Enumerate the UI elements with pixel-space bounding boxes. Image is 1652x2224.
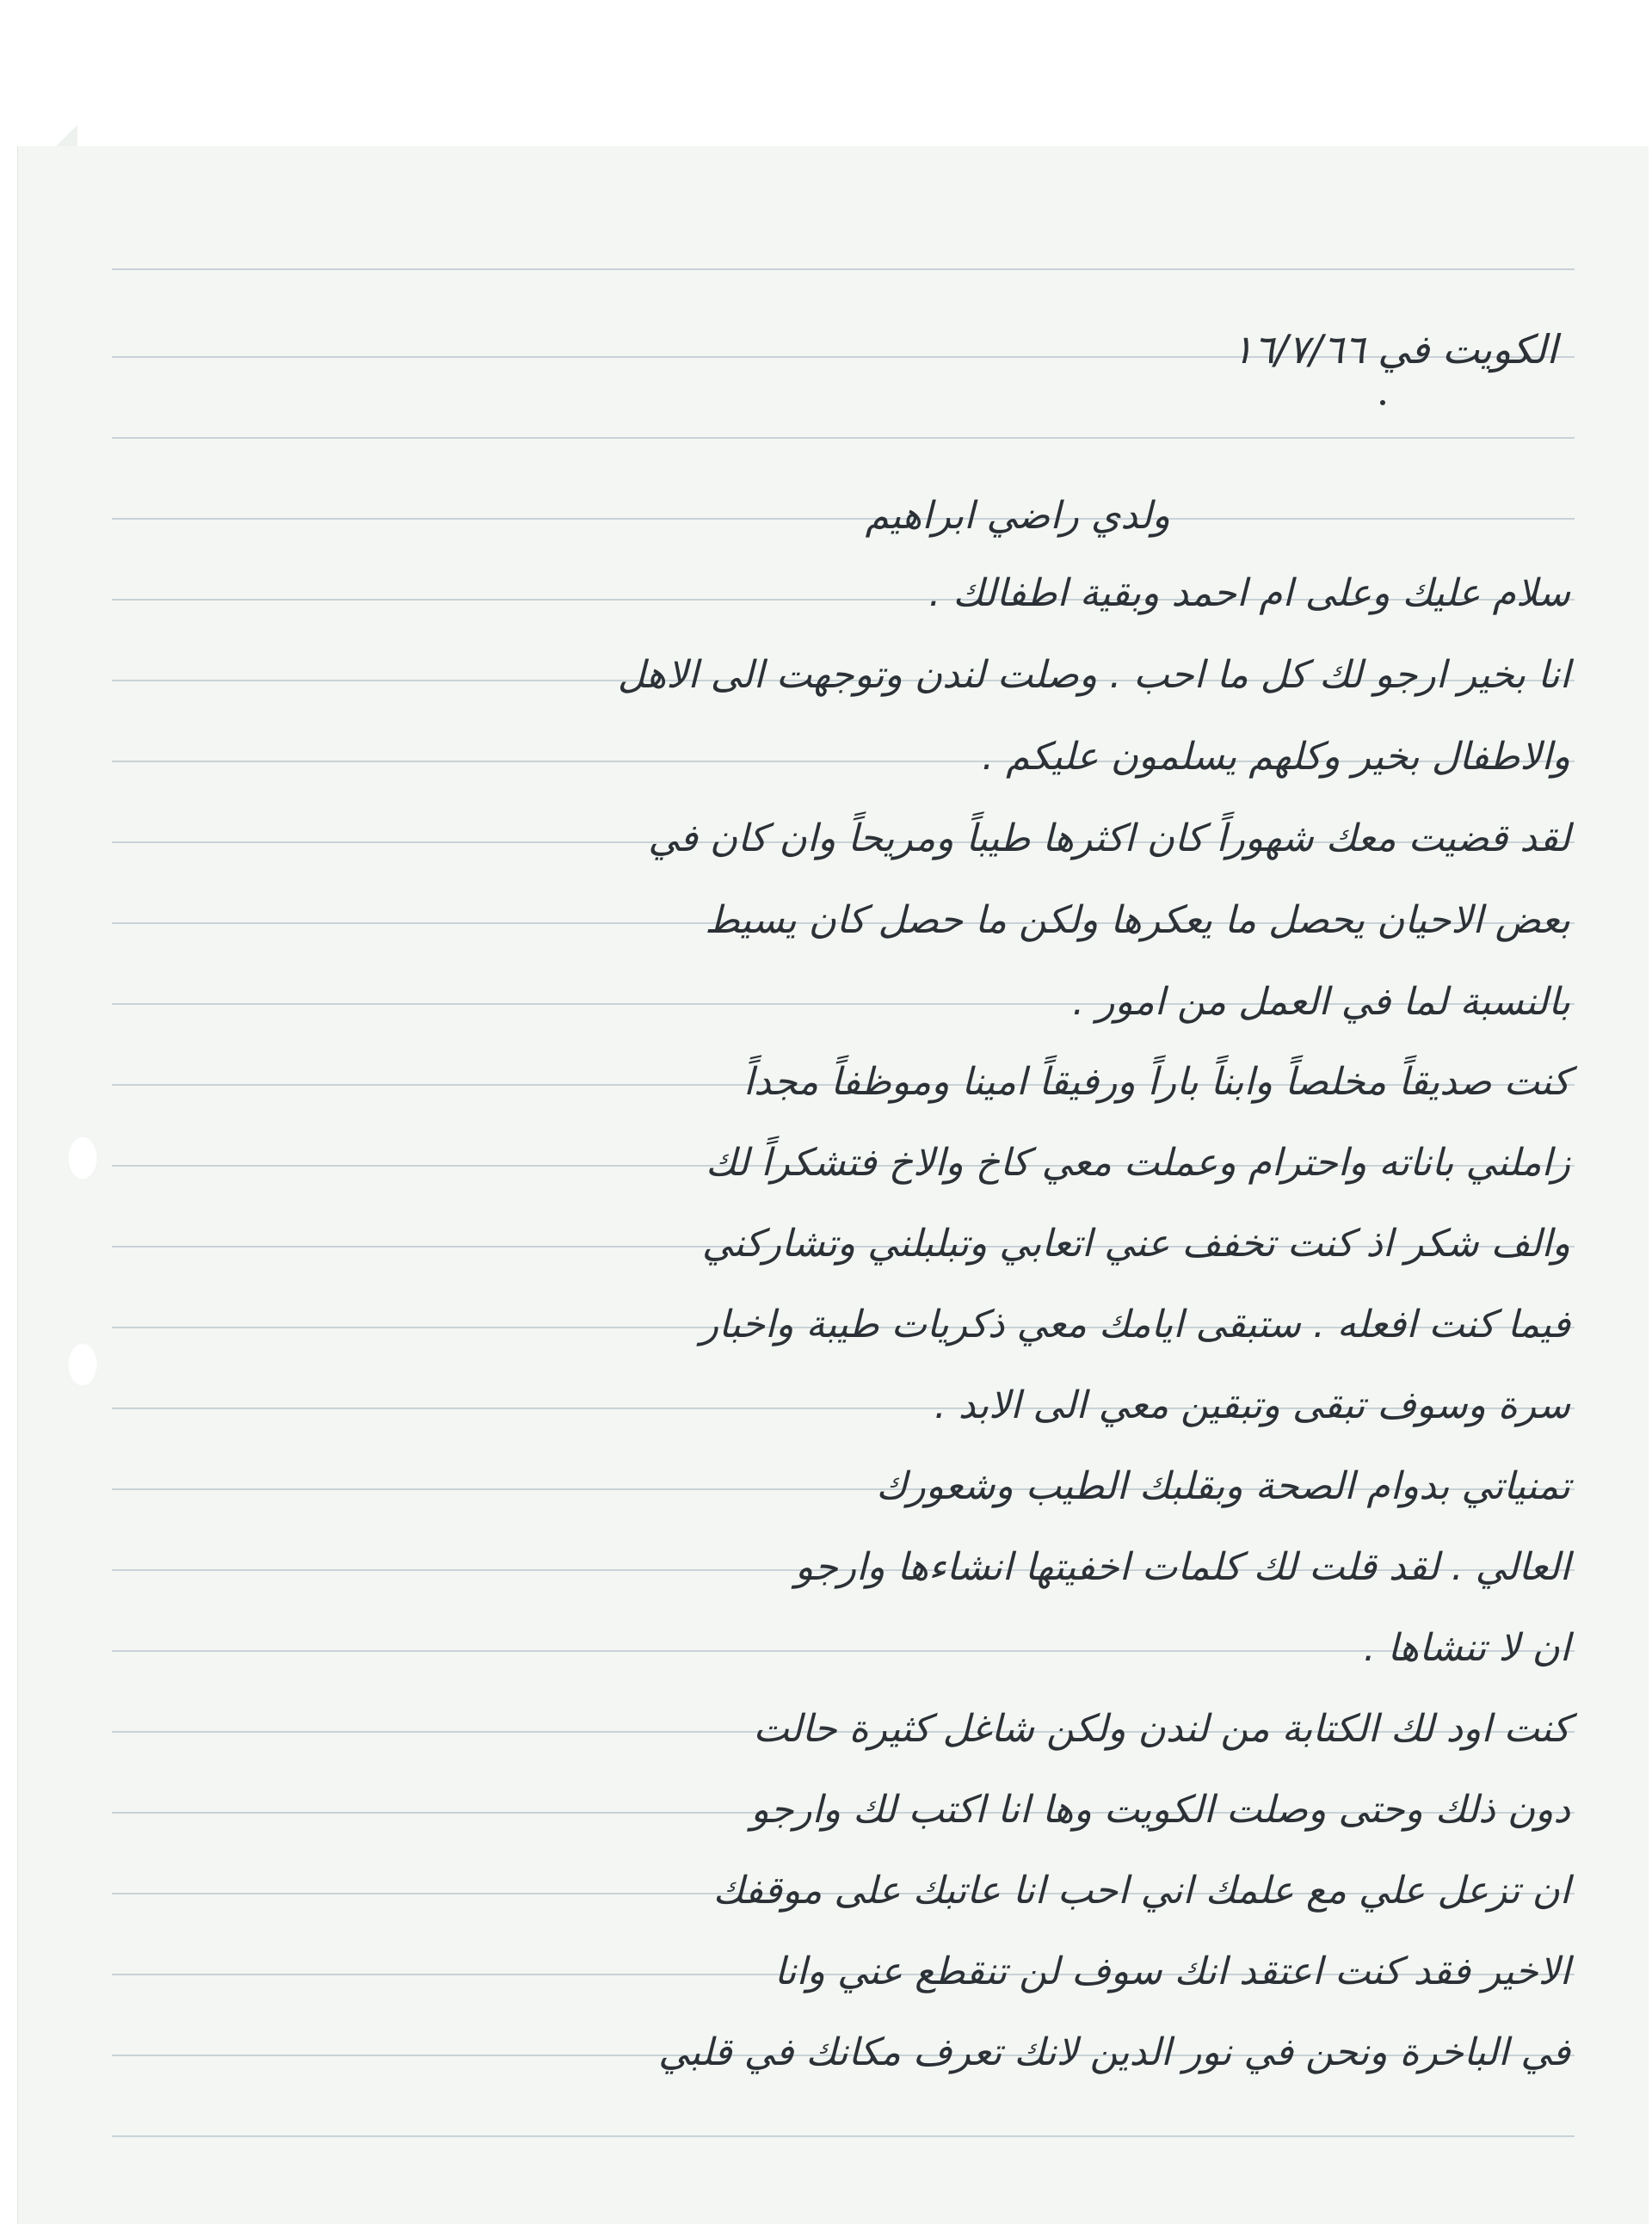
letter-line: ان لا تنشاها .	[1363, 1626, 1570, 1670]
letter-line: كنت صديقاً مخلصاً وابناً باراً ورفيقاً امينا وموظفاً مجداً	[743, 1060, 1570, 1104]
letter-line: والاطفال بخير وكلهم يسلمون عليكم .	[982, 735, 1570, 779]
ruled-line	[112, 518, 1575, 520]
letter-line: سرة وسوف تبقى وتبقين معي الى الابد .	[934, 1383, 1570, 1427]
letter-line: زاملني باناته واحترام وعملت معي كاخ والاخ فتشكراً لك	[705, 1141, 1570, 1185]
letter-line: ان تزعل علي مع علمك اني احب انا عاتبك على موقفك	[712, 1869, 1570, 1913]
letter-line: دون ذلك وحتى وصلت الكويت وها انا اكتب لك وارجو	[750, 1788, 1570, 1832]
letter-date: الكويت في ١٦/٧/٦٦	[1231, 326, 1557, 373]
letter-line: بعض الاحيان يحصل ما يعكرها ولكن ما حصل كان يسيط	[705, 898, 1570, 942]
letter-line: في الباخرة ونحن في نور الدين لانك تعرف مكانك في قلبي	[658, 2030, 1570, 2074]
letter-line: سلام عليك وعلى ام احمد وبقية اطفالك .	[928, 571, 1570, 615]
ruled-line	[112, 2135, 1575, 2137]
punch-hole	[67, 1342, 98, 1387]
ruled-line	[112, 268, 1575, 270]
ink-mark	[1380, 400, 1385, 405]
ruled-line	[112, 1650, 1575, 1652]
letter-line: الاخير فقد كنت اعتقد انك سوف لن تنقطع عني وانا	[774, 1950, 1570, 1993]
letter-line: بالنسبة لما في العمل من امور .	[1072, 980, 1570, 1024]
punch-hole	[67, 1136, 98, 1180]
letter-line: انا بخير ارجو لك كل ما احب . وصلت لندن وتوجهت الى الاهل	[617, 653, 1570, 697]
ruled-line	[112, 437, 1575, 439]
letter-line: تمنياتي بدوام الصحة وبقلبك الطيب وشعورك	[876, 1464, 1570, 1508]
letter-line: العالي . لقد قلت لك كلمات اخفيتها انشاءها وارجو	[794, 1545, 1570, 1589]
letter-line: والف شكر اذ كنت تخفف عني اتعابي وتبلبلني وتشاركني	[701, 1222, 1570, 1266]
letter-line: كنت اود لك الكتابة من لندن ولكن شاغل كثيرة حالت	[753, 1707, 1570, 1751]
letter-salutation: ولدي راضي ابراهيم	[865, 494, 1170, 538]
letter-line: فيما كنت افعله . ستبقى ايامك معي ذكريات طيبة واخبار	[700, 1303, 1570, 1346]
letter-line: لقد قضيت معك شهوراً كان اكثرها طيباً ومريحاً وان كان في	[648, 816, 1570, 860]
